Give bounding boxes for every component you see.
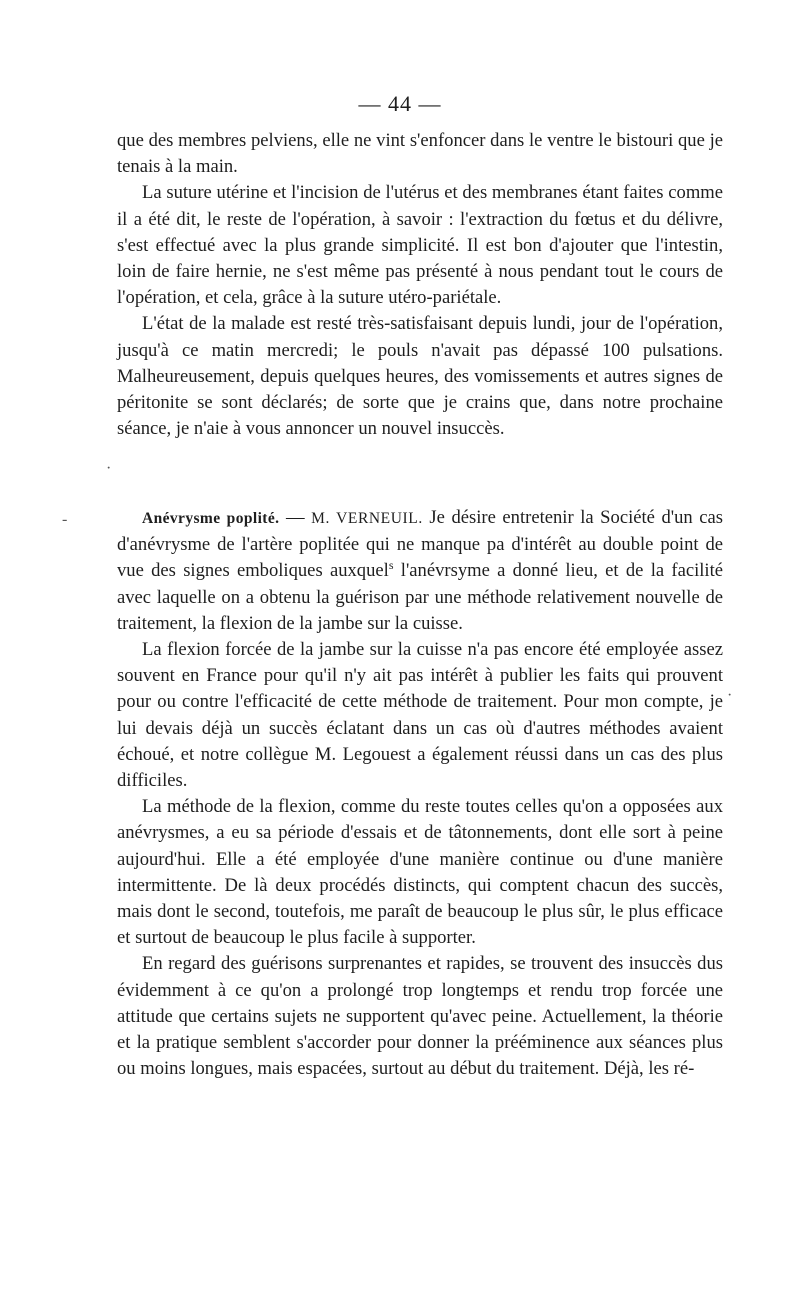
paragraph: La suture utérine et l'incision de l'utérus et des membranes étant faites comme il a été dit, le reste de l'opération, à savoir : l'extraction du fœtus et du délivre, s'est effectué avec la plus grande simplicité. Il est bon d'ajouter que l'intestin, loin de faire hernie, ne s'est même pas présenté à nous pendant tout le cours de l'opération, et cela, grâce à la suture utéro-pariétale. [117,182,723,309]
handwritten-annotation: s [388,558,394,573]
margin-dot-mark: · [106,460,112,477]
paragraph: La méthode de la flexion, comme du reste toutes celles qu'on a opposées aux anévrysmes, a eu sa période d'essais et de tâtonnements, dont elle sort à peine aujourd'hui. Elle a été employée d'une manière continue ou d'une manière intermittente. De là deux procédés distincts, qui comptent chacun des succès, mais dont le second, toutefois, me paraît de beaucoup le plus sûr, le plus efficace et surtout de beaucoup le plus facile à supporter. [117,796,723,949]
section-opening-paragraph [117,505,723,637]
section-author: M. VERNEUIL. [311,510,423,527]
section-heading: Anévrysme poplité. [142,510,280,527]
text-block-continuation [117,128,723,442]
section-text-part1: Je désire entretenir la Société d'un cas d'anévrysme de l'artère poplitée qui ne manque pa d'intérêt au double point de vue des signes emboliques auxquel [117,507,724,582]
paragraph: En regard des guérisons surprenantes et rapides, se trouvent des insuccès dus évidemment à ce qu'on a prolongé trop longtemps et rendu trop forcée une attitude que certains sujets ne supportent qu'avec peine. Actuellement, la théorie et la pratique semblent s'accorder pour donner la prééminence aux séances plus ou moins longues, mais espacées, surtout au début du traitement. Déjà, les ré- [117,953,723,1080]
paragraph: que des membres pelviens, elle ne vint s'enfoncer dans le ventre le bistouri que je tenais à la main. [117,130,723,178]
paragraph: L'état de la malade est resté très-satisfaisant depuis lundi, jour de l'opération, jusqu'à ce matin mercredi; le pouls n'avait pas dépassé 100 pulsations. Malheureusement, depuis quelques heures, des vomissements et autres signes de péritonite se sont déclarés; de sorte que je crains que, dans notre prochaine séance, je n'aie à vous annoncer un nouvel insuccès. [117,313,723,440]
section-dash: — [279,507,312,528]
margin-dot-mark: · [727,687,733,704]
text-block-section [117,505,723,1082]
page-number: — 44 — [358,91,442,116]
margin-dash-mark: - [62,511,68,528]
paragraph: La flexion forcée de la jambe sur la cuisse n'a pas encore été employée assez souvent en France pour qu'il n'y ait pas intérêt à publier les faits qui prouvent pour ou contre l'efficacité de cette méthode de traitement. Pour mon compte, je lui devais déjà un succès éclatant dans un cas où d'autres méthodes avaient échoué, et notre collègue M. Legouest a également réussi dans un cas des plus difficiles. [117,639,723,792]
section-text-part2: l'anévrsyme a donné lieu, et de la facilité avec laquelle on a obtenu la guérison par une méthode relativement nouvelle de traitement, la flexion de la jambe sur la cuisse. [117,560,724,634]
